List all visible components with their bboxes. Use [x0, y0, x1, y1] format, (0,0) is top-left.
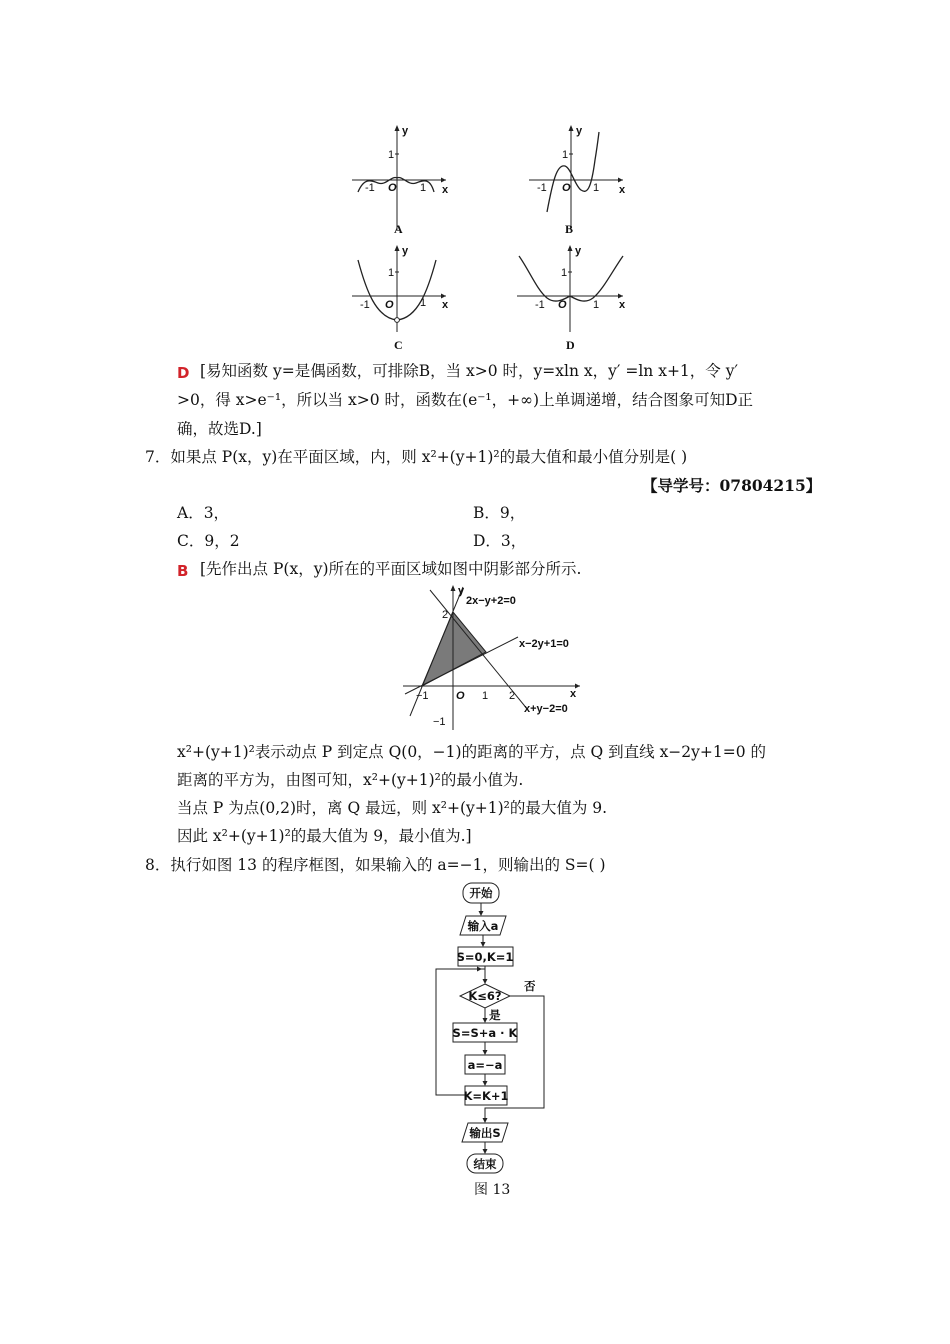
q7-option-d: D．3， — [473, 532, 527, 550]
q7-explanation-2: 距离的平方为，由图可知，x²+(y+1)²的最小值为. — [177, 771, 524, 789]
graph-b-origin: O — [562, 182, 571, 194]
flow-step2: a=−a — [467, 1058, 503, 1072]
q7-stem: 7．如果点 P(x，y)在平面区域，内，则 x²+(y+1)²的最大值和最小值分别是( ) — [145, 448, 688, 466]
q7-graph-tick-y2: 2 — [442, 609, 449, 621]
q6-answer-line1: [易知函数 y=是偶函数，可排除B，当 x>0 时，y=xln x，y′ =ln x+1，令 y′ — [200, 362, 738, 380]
q6-answer-line3: 确，故选D.] — [177, 420, 262, 438]
graph-b — [525, 120, 630, 240]
graph-b-y-label: y — [576, 125, 583, 137]
flow-output: 输出S — [469, 1126, 501, 1140]
q7-graph-tick-x1: 1 — [482, 690, 489, 702]
graph-b-tick-x1: 1 — [593, 182, 600, 194]
flow-input: 输入a — [467, 919, 499, 933]
flow-yes-label: 是 — [489, 1008, 501, 1022]
graph-c-tick-x1: 1 — [420, 297, 427, 309]
graph-b-tick-1: 1 — [562, 149, 569, 161]
graph-d-tick-neg1: -1 — [535, 299, 545, 311]
graph-d-tick-1: 1 — [561, 267, 568, 279]
q6-answer-letter: D — [177, 364, 190, 382]
graph-a-x-label: x — [442, 184, 449, 196]
q8-stem: 8．执行如图 13 的程序框图，如果输入的 a=−1，则输出的 S=( ) — [145, 856, 606, 874]
graph-c-tick-neg1: -1 — [360, 299, 370, 311]
q7-graph-line2-label: x−2y+1=0 — [519, 638, 569, 650]
q7-explanation-1: x²+(y+1)²表示动点 P 到定点 Q(0，−1)的距离的平方，点 Q 到直线 x−2y+1=0 的 — [177, 743, 767, 761]
q7-answer-letter: B — [177, 562, 189, 580]
q8-flowchart — [420, 880, 580, 1180]
graph-c-y-label: y — [402, 245, 409, 257]
flow-init: S=0,K=1 — [456, 950, 514, 964]
graph-d — [515, 240, 635, 355]
q7-graph-origin: O — [456, 690, 465, 702]
graph-a-tick-1: 1 — [388, 149, 395, 161]
graph-a-tick-neg1: -1 — [365, 182, 375, 194]
graph-c-origin: O — [385, 299, 394, 311]
graph-a — [350, 120, 450, 240]
flow-start: 开始 — [469, 886, 493, 900]
graph-c-caption: C — [394, 338, 403, 352]
q8-figure-caption: 图 13 — [474, 1182, 511, 1198]
graph-a-y-label: y — [402, 125, 409, 137]
graph-a-origin: O — [388, 182, 397, 194]
graph-c — [350, 240, 450, 355]
q7-graph-x-label: x — [570, 688, 577, 700]
graph-d-origin: O — [558, 299, 567, 311]
graph-b-x-label: x — [619, 184, 626, 196]
q7-explanation-4: 因此 x²+(y+1)²的最大值为 9，最小值为.] — [177, 827, 472, 845]
q7-explanation-3: 当点 P 为点(0,2)时，离 Q 最远，则 x²+(y+1)²的最大值为 9. — [177, 799, 608, 817]
graph-d-x-label: x — [619, 299, 626, 311]
graph-a-tick-x1: 1 — [420, 182, 427, 194]
graph-c-tick-1: 1 — [388, 267, 395, 279]
q7-graph-tick-yneg1: −1 — [433, 716, 446, 728]
graph-b-tick-neg1: -1 — [537, 182, 547, 194]
q7-option-b: B．9， — [473, 504, 526, 522]
flow-no-label: 否 — [524, 979, 536, 993]
q7-graph-y-label: y — [458, 585, 465, 597]
flow-condition: K≤6? — [468, 989, 502, 1003]
graph-b-caption: B — [565, 222, 574, 236]
q7-region-graph — [400, 582, 590, 734]
graph-d-y-label: y — [575, 245, 582, 257]
q7-graph-tick-xneg1: −1 — [416, 690, 429, 702]
q7-graph-tick-x2: 2 — [509, 690, 516, 702]
q7-graph-line1-label: 2x−y+2=0 — [466, 595, 516, 607]
flow-step3: K=K+1 — [463, 1089, 509, 1103]
graph-d-tick-x1: 1 — [593, 299, 600, 311]
graph-c-x-label: x — [442, 299, 449, 311]
flow-step1: S=S+a · K — [452, 1026, 518, 1040]
q7-option-c: C．9，2 — [177, 532, 240, 550]
graph-d-caption: D — [566, 338, 575, 352]
q7-option-a: A．3， — [177, 504, 230, 522]
graph-a-caption: A — [394, 222, 403, 236]
q7-graph-line3-label: x+y−2=0 — [524, 703, 568, 715]
q6-answer-line2: >0，得 x>e⁻¹，所以当 x>0 时，函数在(e⁻¹，+∞)上单调递增，结合图象可知D正 — [177, 391, 754, 409]
flow-end: 结束 — [473, 1157, 497, 1171]
q7-answer-intro: [先作出点 P(x，y)所在的平面区域如图中阴影部分所示. — [200, 560, 582, 578]
q7-code: 【导学号：07804215】 — [642, 476, 822, 495]
